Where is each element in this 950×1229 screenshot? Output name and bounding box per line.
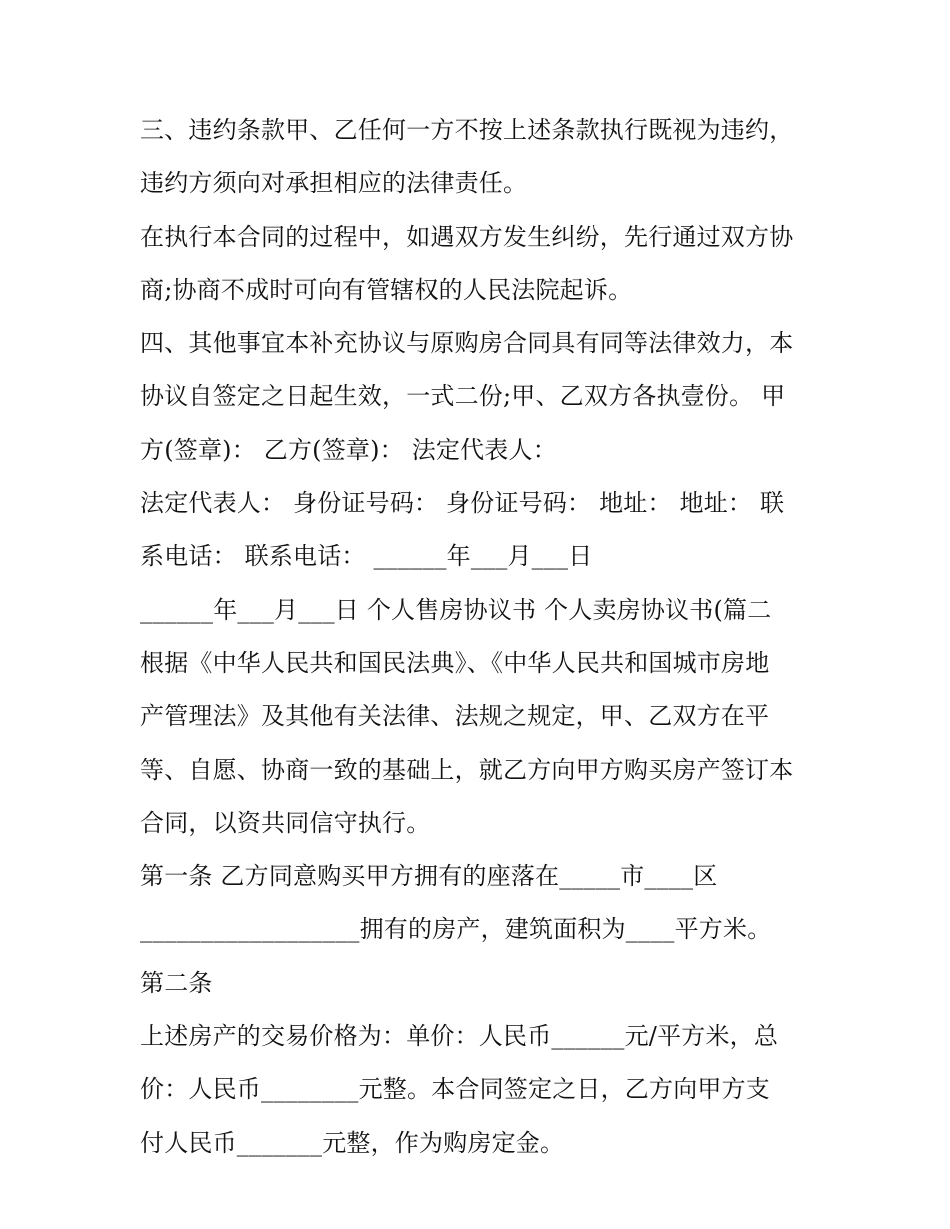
text-line: 商;协商不成时可向有管辖权的人民法院起诉。	[140, 275, 633, 304]
text-line: 等、自愿、协商一致的基础上，就乙方向甲方购买房产签订本	[140, 755, 794, 784]
text-line: ______年___月___日 个人售房协议书 个人卖房协议书(篇二	[140, 595, 772, 624]
text-line: 方(签章)： 乙方(签章)： 法定代表人：	[140, 435, 557, 464]
text-line: 三、违约条款甲、乙任何一方不按上述条款执行既视为违约，	[140, 116, 794, 144]
text-line: 付人民币_______元整，作为购房定金。	[140, 1128, 565, 1157]
text-line: 第一条 乙方同意购买甲方拥有的座落在_____市____区	[140, 862, 718, 891]
text-line: __________________拥有的房产，建筑面积为____平方米。	[140, 915, 772, 944]
contract-text	[140, 104, 830, 1170]
text-line: 产管理法》及其他有关法律、法规之规定，甲、乙双方在平	[140, 702, 770, 731]
text-line: 价：人民币________元整。本合同签定之日，乙方向甲方支	[140, 1075, 770, 1104]
text-line: 上述房产的交易价格为：单价：人民币______元/平方米，总	[140, 1022, 779, 1051]
text-line: 第二条	[140, 968, 213, 997]
text-line: 协议自签定之日起生效，一式二份;甲、乙双方各执壹份。 甲	[140, 382, 786, 411]
text-line: 系电话： 联系电话： ______年___月___日	[140, 542, 593, 571]
text-line: 根据《中华人民共和国民法典》、《中华人民共和国城市房地	[140, 648, 770, 677]
text-line: 合同，以资共同信守执行。	[140, 808, 431, 837]
text-line: 在执行本合同的过程中，如遇双方发生纠纷，先行通过双方协	[140, 222, 794, 251]
text-line: 违约方须向对承担相应的法律责任。	[140, 169, 528, 198]
text-line: 法定代表人： 身份证号码： 身份证号码： 地址： 地址： 联	[140, 489, 785, 518]
text-line: 四、其他事宜本补充协议与原购房合同具有同等法律效力，本	[140, 329, 794, 358]
